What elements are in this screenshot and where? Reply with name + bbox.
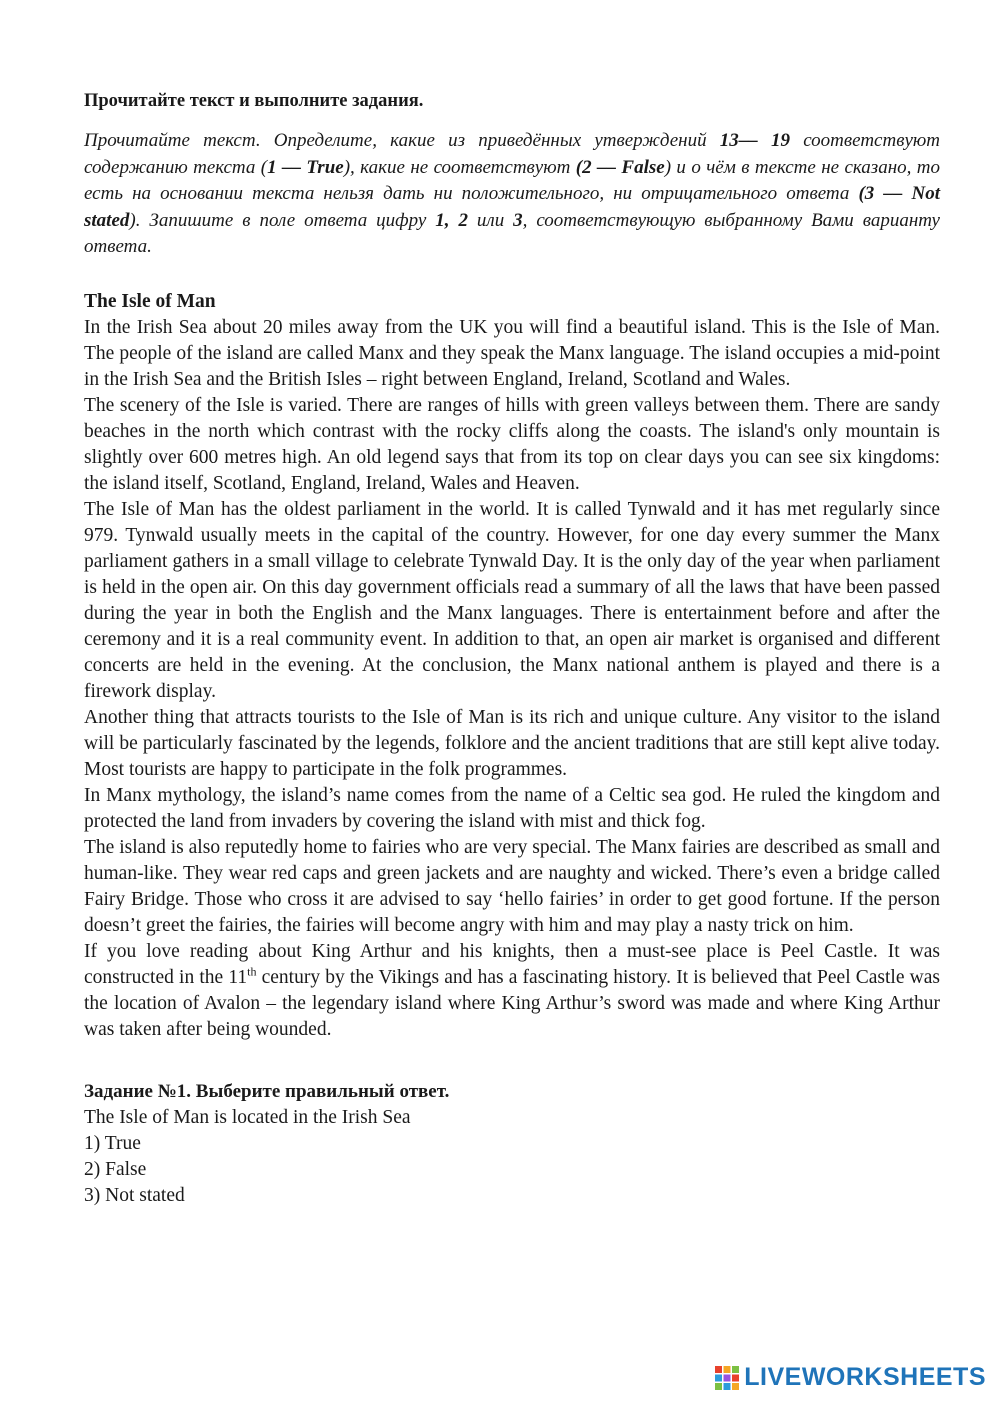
superscript: th [247, 964, 257, 978]
liveworksheets-logo [714, 1363, 986, 1392]
article-paragraph: Another thing that attracts tourists to the Isle of Man is its rich and unique culture. Any visitor to the island will be particularly fascinated by the legends, folklore and the ancient traditions that are still kept alive today. Most tourists are happy to participate in the folk programmes. [84, 706, 940, 780]
article-paragraph: The scenery of the Isle is varied. There are ranges of hills with green valleys between them. There are sandy beaches in the north which contrast with the rocky cliffs along the coasts. The island's only mountain is slightly over 600 metres high. An old legend says that from its top on clear days you can see six kingdoms: the island itself, Scotland, England, Ireland, Wales and Heaven. [84, 394, 940, 494]
instructions-bold: (3 –– Not stated [84, 183, 940, 231]
instructions-bold: 3 [513, 209, 523, 231]
instructions-text: ), какие не соответствуют [343, 156, 576, 178]
task-statement: The Isle of Man is located in the Irish Sea [84, 1106, 411, 1128]
logo-icon [714, 1365, 740, 1391]
page-heading: Прочитайте текст и выполните задания. [84, 91, 424, 111]
article-paragraph: In the Irish Sea about 20 miles away from the UK you will find a beautiful island. This is the Isle of Man. The people of the island are called Manx and they speak the Manx language. The island occupies a mid-point in the Irish Sea and the British Isles – right between England, Ireland, Scotland and Wales. [84, 316, 940, 390]
instructions-text: , соответствующую выбранному Вами варианту ответа. [84, 209, 940, 257]
instructions-text: ). Запишите в поле ответа цифру [129, 209, 436, 231]
instructions-text: Прочитайте текст. Определите, какие из приведённых утверждений [84, 130, 720, 151]
instructions [84, 128, 940, 261]
logo-text: LIVEWORKSHEETS [744, 1363, 986, 1391]
article-paragraph: The island is also reputedly home to fairies who are very special. The Manx fairies are described as small and human-like. They wear red caps and green jackets and are naughty and wicked. There’s even a bridge called Fairy Bridge. Those who cross it are advised to say ‘hello fairies’ in order to get good fortune. If the person doesn’t greet the fairies, the fairies will become angry with him and may play a nasty trick on him. [84, 836, 940, 936]
article-paragraph: The Isle of Man has the oldest parliament in the world. It is called Tynwald and it has met regularly since 979. Tynwald usually meets in the capital of the country. However, for one day every summer the Manx parliament gathers in a small village to celebrate Tynwald Day. It is the only day of the year when parliament is held in the open air. On this day government officials read a summary of all the laws that have been passed during the year in both the English and the Manx languages. There is entertainment before and after the ceremony and it is a real community event. In addition to that, an open air market is organised and different concerts are held in the evening. At the conclusion, the Manx national anthem is played and there is a firework display. [84, 498, 940, 702]
worksheet-page [84, 88, 940, 1209]
instructions-bold: 1 –– True [267, 156, 344, 178]
answer-option-not-stated[interactable]: 3) Not stated [84, 1184, 185, 1206]
instructions-text: ) и о чём в тексте не сказано, то есть на основании текста нельзя дать ни положительного, ни отрицательного ответа [84, 156, 941, 204]
instructions-bold: 13–– 19 [719, 130, 790, 151]
instructions-text: ( [260, 156, 268, 178]
instructions-text: или [467, 209, 514, 231]
task-heading: Задание №1. Выберите правильный ответ. [84, 1080, 450, 1102]
instructions-bold: (2 –– False [575, 156, 665, 178]
instructions-text: соответствуют содержанию текста [84, 130, 940, 178]
article-paragraph [84, 939, 940, 1043]
paragraph-text: century by the Vikings and has a fascinating history. It is believed that Peel Castle was the location of Avalon – the legendary island where King Arthur’s sword was made and where King Arthur was taken after being wounded. [84, 966, 940, 1040]
paragraph-text: If you love reading about King Arthur and his knights, then a must-see place is Peel Castle. It was constructed in the 11 [84, 940, 940, 988]
answer-option-false[interactable]: 2) False [84, 1158, 147, 1180]
article-paragraph: In Manx mythology, the island’s name comes from the name of a Celtic sea god. He ruled the kingdom and protected the land from invaders by covering the island with mist and thick fog. [84, 784, 940, 832]
instructions-bold: 1, 2 [435, 209, 468, 231]
article-title: The Isle of Man [84, 290, 216, 312]
answer-option-true[interactable]: 1) True [84, 1132, 141, 1154]
